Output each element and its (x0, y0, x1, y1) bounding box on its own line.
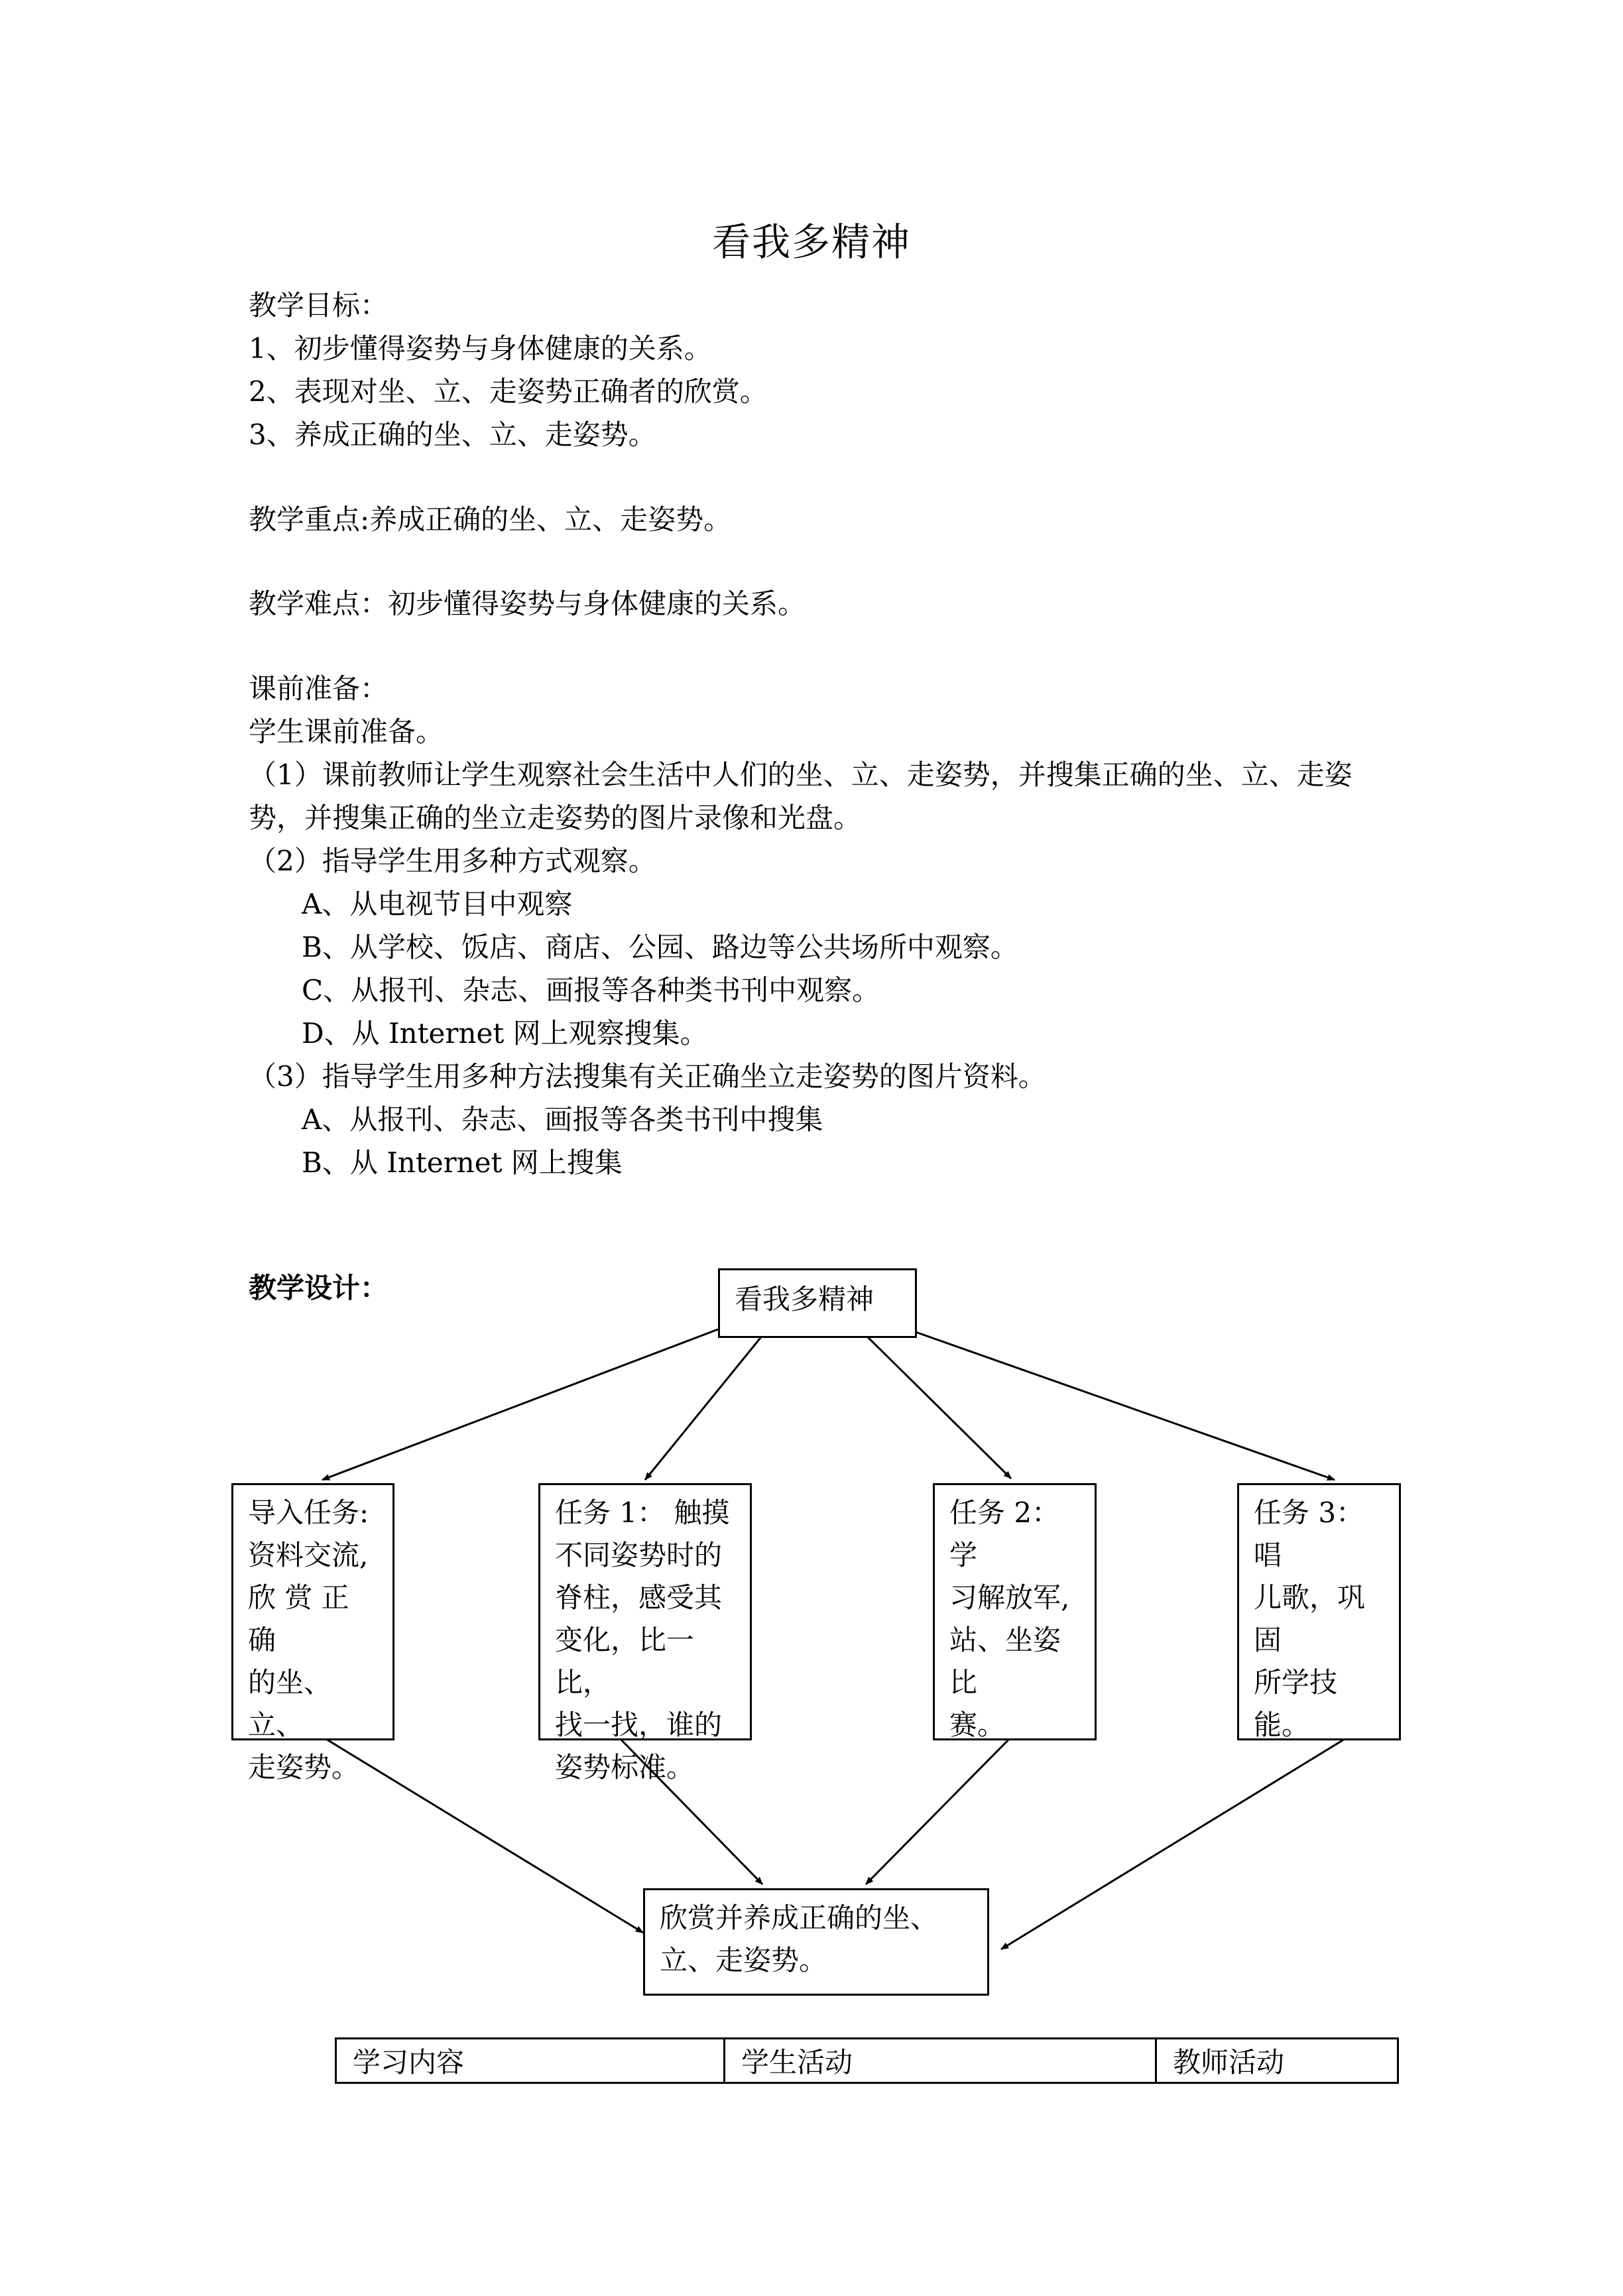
table-header-row (336, 2039, 1398, 2083)
arrow-top-to-intro (322, 1329, 718, 1480)
task3-line: 所学技能。 (1254, 1666, 1338, 1741)
prep-item-2-sub: B、从学校、饭店、商店、公园、路边等公共场所中观察。 (302, 931, 1018, 963)
prep-item-2-sub: D、从 Internet 网上观察搜集。 (302, 1017, 708, 1050)
prep-item-2-sub: C、从报刊、杂志、画报等各种类书刊中观察。 (302, 974, 880, 1006)
design-heading: 教学设计： (249, 1272, 389, 1304)
task2-line: 站、坐姿比 (949, 1624, 1061, 1699)
diagram-top-box (718, 1268, 917, 1338)
prep-item-2-sub: A、从电视节目中观察 (302, 888, 573, 920)
prep-item-3-sub: A、从报刊、杂志、画报等各类书刊中搜集 (302, 1103, 823, 1136)
bottom-box-line: 欣赏并养成正确的坐、 (660, 1902, 939, 1934)
lesson-plan-table (335, 2037, 1399, 2084)
task2-line: 习解放军, (949, 1581, 1070, 1614)
task-intro-line: 的坐、立、 (248, 1666, 332, 1741)
task3-box (1237, 1483, 1401, 1740)
task-intro-box (231, 1483, 394, 1783)
key-point: 教学重点:养成正确的坐、立、走姿势。 (249, 503, 732, 536)
prep-item-3-sub: B、从 Internet 网上搜集 (302, 1146, 623, 1179)
page-title: 看我多精神 (711, 219, 911, 265)
arrow-top-to-task3 (914, 1331, 1335, 1480)
objectives-heading: 教学目标： (249, 289, 389, 322)
objective-item: 3、养成正确的坐、立、走姿势。 (249, 418, 656, 451)
table-header-cell: 学习内容 (336, 2039, 725, 2083)
task1-line: 找一找，谁的 (555, 1709, 723, 1741)
task3-line: 任务 3：唱 (1254, 1496, 1364, 1571)
prep-item-2: （2）指导学生用多种方式观察。 (249, 845, 656, 877)
task-intro-line: 导入任务: (248, 1496, 369, 1529)
table-header-cell: 教师活动 (1156, 2039, 1398, 2083)
arrow-top-to-task2 (862, 1331, 1011, 1479)
diagram-top-label: 看我多精神 (735, 1283, 874, 1315)
difficulty: 教学难点：初步懂得姿势与身体健康的关系。 (249, 587, 806, 620)
prep-item-1-cont: 势，并搜集正确的坐立走姿势的图片录像和光盘。 (249, 802, 862, 834)
bottom-box-line: 立、走姿势。 (660, 1944, 827, 1976)
objective-item: 1、初步懂得姿势与身体健康的关系。 (249, 332, 712, 365)
arrow-task3-to-bottom (1001, 1737, 1348, 1949)
task-intro-line: 资料交流, (248, 1539, 369, 1571)
prep-item-3: （3）指导学生用多种方法搜集有关正确坐立走姿势的图片资料。 (249, 1060, 1046, 1093)
arrow-top-to-task1 (645, 1331, 766, 1480)
diagram-bottom-box (643, 1888, 989, 1996)
task-intro-line: 欣 赏 正 确 (248, 1581, 349, 1656)
task1-line: 不同姿势时的 (555, 1539, 723, 1571)
table-header-cell: 学生活动 (725, 2039, 1156, 2083)
task3-line: 儿歌，巩固 (1254, 1581, 1366, 1656)
task1-line: 任务 1： 触摸 (555, 1496, 730, 1529)
task2-line: 赛。 (949, 1709, 1006, 1741)
task2-box (933, 1483, 1097, 1740)
task1-box (538, 1483, 752, 1783)
task1-line: 姿势标准。 (555, 1751, 695, 1783)
arrow-task2-to-bottom (866, 1737, 1011, 1884)
prep-heading: 课前准备： (249, 672, 389, 705)
task-intro-line: 走姿势。 (248, 1751, 360, 1783)
objective-item: 2、表现对坐、立、走姿势正确者的欣赏。 (249, 375, 768, 408)
prep-item-1: （1）课前教师让学生观察社会生活中人们的坐、立、走姿势，并搜集正确的坐、立、走姿 (249, 758, 1352, 791)
task1-line: 脊柱，感受其 (555, 1581, 723, 1614)
task2-line: 任务 2：学 (949, 1496, 1060, 1571)
prep-subheading: 学生课前准备。 (249, 715, 444, 748)
task1-line: 变化，比一比， (555, 1624, 695, 1699)
